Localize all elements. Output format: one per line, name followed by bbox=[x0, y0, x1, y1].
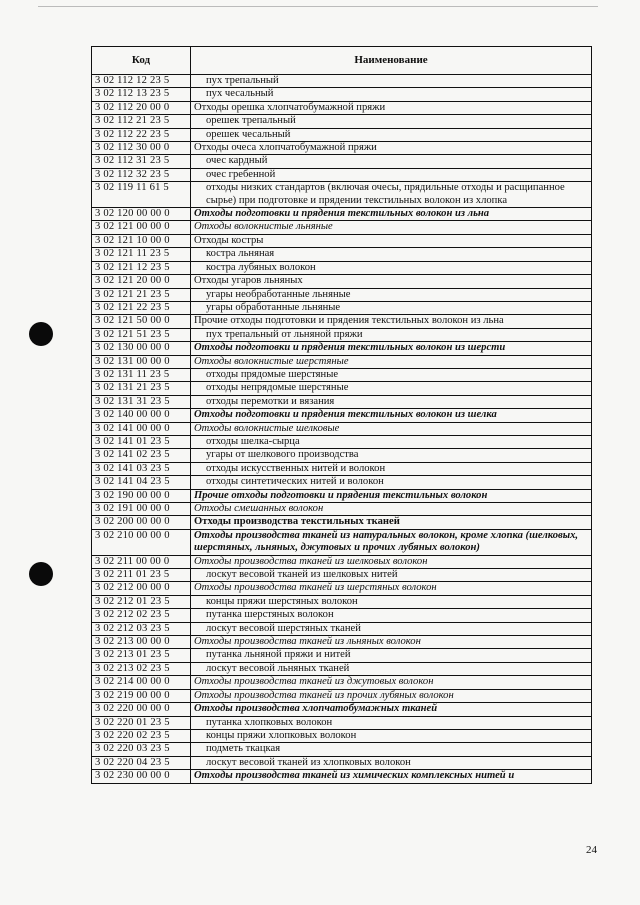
table-body bbox=[92, 75, 592, 784]
row-name-cell: костра лубяных волокон bbox=[191, 261, 592, 274]
table-row bbox=[92, 155, 592, 168]
table-row bbox=[92, 756, 592, 769]
column-header-code: Код bbox=[92, 47, 191, 75]
row-code-cell: 3 02 112 32 23 5 bbox=[92, 168, 191, 181]
row-name-cell: концы пряжи шерстяных волокон bbox=[191, 595, 592, 608]
column-header-name: Наименование bbox=[191, 47, 592, 75]
row-name-cell: отходы шелка-сырца bbox=[191, 435, 592, 448]
table-row bbox=[92, 662, 592, 675]
row-name-cell: Отходы очеса хлопчатобумажной пряжи bbox=[191, 142, 592, 155]
table-row bbox=[92, 529, 592, 555]
row-code-cell: 3 02 141 01 23 5 bbox=[92, 435, 191, 448]
row-name-cell: подметь ткацкая bbox=[191, 743, 592, 756]
row-name-cell: угары от шелкового производства bbox=[191, 449, 592, 462]
row-name-cell: орешек чесальный bbox=[191, 128, 592, 141]
row-code-cell: 3 02 220 02 23 5 bbox=[92, 729, 191, 742]
row-code-cell: 3 02 141 00 00 0 bbox=[92, 422, 191, 435]
table-row bbox=[92, 301, 592, 314]
waste-classification-table bbox=[91, 46, 592, 784]
row-code-cell: 3 02 121 50 00 0 bbox=[92, 315, 191, 328]
row-name-cell: отходы низких стандартов (включая очесы, прядильные отходы и расщипанное сырье) при подготовке и прядении текстильных волокон из хлопка bbox=[191, 182, 592, 208]
table-row bbox=[92, 182, 592, 208]
table-row bbox=[92, 636, 592, 649]
row-name-cell: лоскут весовой льняных тканей bbox=[191, 662, 592, 675]
row-code-cell: 3 02 220 03 23 5 bbox=[92, 743, 191, 756]
row-code-cell: 3 02 112 21 23 5 bbox=[92, 115, 191, 128]
row-code-cell: 3 02 220 00 00 0 bbox=[92, 703, 191, 716]
row-code-cell: 3 02 230 00 00 0 bbox=[92, 770, 191, 783]
row-code-cell: 3 02 211 01 23 5 bbox=[92, 569, 191, 582]
row-code-cell: 3 02 112 22 23 5 bbox=[92, 128, 191, 141]
row-code-cell: 3 02 212 01 23 5 bbox=[92, 595, 191, 608]
row-name-cell: пух трепальный bbox=[191, 75, 592, 88]
row-name-cell: лоскут весовой тканей из хлопковых волокон bbox=[191, 756, 592, 769]
row-code-cell: 3 02 219 00 00 0 bbox=[92, 689, 191, 702]
row-name-cell: отходы перемотки и вязания bbox=[191, 395, 592, 408]
table-row bbox=[92, 168, 592, 181]
table-row bbox=[92, 342, 592, 355]
table-row bbox=[92, 128, 592, 141]
row-code-cell: 3 02 112 12 23 5 bbox=[92, 75, 191, 88]
row-code-cell: 3 02 119 11 61 5 bbox=[92, 182, 191, 208]
row-name-cell: отходы прядомые шерстяные bbox=[191, 368, 592, 381]
row-code-cell: 3 02 121 22 23 5 bbox=[92, 301, 191, 314]
row-code-cell: 3 02 141 03 23 5 bbox=[92, 462, 191, 475]
row-name-cell: очес гребенной bbox=[191, 168, 592, 181]
row-code-cell: 3 02 140 00 00 0 bbox=[92, 409, 191, 422]
row-name-cell: отходы непрядомые шерстяные bbox=[191, 382, 592, 395]
row-name-cell: Отходы костры bbox=[191, 234, 592, 247]
table-row bbox=[92, 275, 592, 288]
row-code-cell: 3 02 121 21 23 5 bbox=[92, 288, 191, 301]
row-name-cell: очес кардный bbox=[191, 155, 592, 168]
row-name-cell: путанка льняной пряжи и нитей bbox=[191, 649, 592, 662]
row-code-cell: 3 02 121 00 00 0 bbox=[92, 221, 191, 234]
row-code-cell: 3 02 212 03 23 5 bbox=[92, 622, 191, 635]
row-code-cell: 3 02 141 04 23 5 bbox=[92, 476, 191, 489]
row-name-cell: Отходы производства тканей из химических комплексных нитей и bbox=[191, 770, 592, 783]
table-row bbox=[92, 288, 592, 301]
row-name-cell: костра льняная bbox=[191, 248, 592, 261]
row-name-cell: Отходы производства тканей из прочих лубяных волокон bbox=[191, 689, 592, 702]
binder-hole-mark bbox=[29, 322, 53, 346]
row-name-cell: лоскут весовой шерстяных тканей bbox=[191, 622, 592, 635]
row-code-cell: 3 02 214 00 00 0 bbox=[92, 676, 191, 689]
table-row bbox=[92, 101, 592, 114]
row-name-cell: Отходы подготовки и прядения текстильных волокон из шерсти bbox=[191, 342, 592, 355]
table-row bbox=[92, 716, 592, 729]
row-name-cell: Отходы производства хлопчатобумажных тканей bbox=[191, 703, 592, 716]
table-row bbox=[92, 315, 592, 328]
page-number: 24 bbox=[586, 844, 597, 856]
row-name-cell: Отходы производства тканей из шелковых волокон bbox=[191, 555, 592, 568]
row-code-cell: 3 02 220 04 23 5 bbox=[92, 756, 191, 769]
row-code-cell: 3 02 211 00 00 0 bbox=[92, 555, 191, 568]
row-code-cell: 3 02 213 01 23 5 bbox=[92, 649, 191, 662]
row-name-cell: Отходы волокнистые льняные bbox=[191, 221, 592, 234]
binder-hole-mark bbox=[29, 562, 53, 586]
row-name-cell: пух трепальный от льняной пряжи bbox=[191, 328, 592, 341]
table-row bbox=[92, 689, 592, 702]
row-name-cell: орешек трепальный bbox=[191, 115, 592, 128]
row-code-cell: 3 02 131 21 23 5 bbox=[92, 382, 191, 395]
table-row bbox=[92, 382, 592, 395]
row-name-cell: отходы синтетических нитей и волокон bbox=[191, 476, 592, 489]
row-code-cell: 3 02 131 11 23 5 bbox=[92, 368, 191, 381]
table-row bbox=[92, 395, 592, 408]
table-row bbox=[92, 555, 592, 568]
table-row bbox=[92, 516, 592, 529]
row-code-cell: 3 02 212 00 00 0 bbox=[92, 582, 191, 595]
row-code-cell: 3 02 120 00 00 0 bbox=[92, 208, 191, 221]
row-code-cell: 3 02 213 00 00 0 bbox=[92, 636, 191, 649]
table-row bbox=[92, 582, 592, 595]
table-row bbox=[92, 355, 592, 368]
row-code-cell: 3 02 220 01 23 5 bbox=[92, 716, 191, 729]
row-name-cell: пух чесальный bbox=[191, 88, 592, 101]
table-row bbox=[92, 489, 592, 502]
table-row bbox=[92, 328, 592, 341]
row-code-cell: 3 02 212 02 23 5 bbox=[92, 609, 191, 622]
table-row bbox=[92, 75, 592, 88]
table-row bbox=[92, 115, 592, 128]
row-code-cell: 3 02 112 13 23 5 bbox=[92, 88, 191, 101]
table-row bbox=[92, 449, 592, 462]
row-name-cell: Отходы производства тканей из натуральных волокон, кроме хлопка (шелковых, шерстяных, льняных, джутовых и прочих лубяных волокон) bbox=[191, 529, 592, 555]
table-row bbox=[92, 649, 592, 662]
scan-top-edge-line bbox=[38, 6, 598, 7]
row-name-cell: угары обработанные льняные bbox=[191, 301, 592, 314]
row-code-cell: 3 02 130 00 00 0 bbox=[92, 342, 191, 355]
table-row bbox=[92, 676, 592, 689]
row-name-cell: Отходы подготовки и прядения текстильных волокон из шелка bbox=[191, 409, 592, 422]
table-row bbox=[92, 248, 592, 261]
row-code-cell: 3 02 191 00 00 0 bbox=[92, 503, 191, 516]
table-row bbox=[92, 609, 592, 622]
table-row bbox=[92, 595, 592, 608]
row-name-cell: путанка хлопковых волокон bbox=[191, 716, 592, 729]
row-code-cell: 3 02 121 11 23 5 bbox=[92, 248, 191, 261]
table-row bbox=[92, 770, 592, 783]
row-name-cell: Отходы угаров льняных bbox=[191, 275, 592, 288]
row-name-cell: угары необработанные льняные bbox=[191, 288, 592, 301]
table-row bbox=[92, 142, 592, 155]
table-row bbox=[92, 622, 592, 635]
row-name-cell: концы пряжи хлопковых волокон bbox=[191, 729, 592, 742]
row-name-cell: Отходы производства тканей из джутовых волокон bbox=[191, 676, 592, 689]
row-code-cell: 3 02 121 20 00 0 bbox=[92, 275, 191, 288]
row-code-cell: 3 02 131 31 23 5 bbox=[92, 395, 191, 408]
table-header-row bbox=[92, 47, 592, 75]
table-row bbox=[92, 569, 592, 582]
table-row bbox=[92, 476, 592, 489]
table-row bbox=[92, 221, 592, 234]
row-code-cell: 3 02 121 12 23 5 bbox=[92, 261, 191, 274]
row-name-cell: Отходы смешанных волокон bbox=[191, 503, 592, 516]
table-row bbox=[92, 462, 592, 475]
table-row bbox=[92, 368, 592, 381]
table-row bbox=[92, 88, 592, 101]
table-row bbox=[92, 435, 592, 448]
row-name-cell: Отходы волокнистые шерстяные bbox=[191, 355, 592, 368]
row-name-cell: Прочие отходы подготовки и прядения текстильных волокон bbox=[191, 489, 592, 502]
row-name-cell: Отходы орешка хлопчатобумажной пряжи bbox=[191, 101, 592, 114]
table-row bbox=[92, 208, 592, 221]
table-row bbox=[92, 422, 592, 435]
row-name-cell: Отходы подготовки и прядения текстильных волокон из льна bbox=[191, 208, 592, 221]
table-row bbox=[92, 234, 592, 247]
table-row bbox=[92, 703, 592, 716]
row-code-cell: 3 02 210 00 00 0 bbox=[92, 529, 191, 555]
row-name-cell: путанка шерстяных волокон bbox=[191, 609, 592, 622]
row-code-cell: 3 02 190 00 00 0 bbox=[92, 489, 191, 502]
row-code-cell: 3 02 213 02 23 5 bbox=[92, 662, 191, 675]
row-name-cell: отходы искусственных нитей и волокон bbox=[191, 462, 592, 475]
row-name-cell: лоскут весовой тканей из шелковых нитей bbox=[191, 569, 592, 582]
row-code-cell: 3 02 112 31 23 5 bbox=[92, 155, 191, 168]
row-name-cell: Отходы производства текстильных тканей bbox=[191, 516, 592, 529]
row-code-cell: 3 02 121 10 00 0 bbox=[92, 234, 191, 247]
row-code-cell: 3 02 131 00 00 0 bbox=[92, 355, 191, 368]
row-name-cell: Отходы производства тканей из льняных волокон bbox=[191, 636, 592, 649]
row-name-cell: Отходы волокнистые шелковые bbox=[191, 422, 592, 435]
row-code-cell: 3 02 112 20 00 0 bbox=[92, 101, 191, 114]
table-row bbox=[92, 743, 592, 756]
table-row bbox=[92, 409, 592, 422]
row-code-cell: 3 02 121 51 23 5 bbox=[92, 328, 191, 341]
row-name-cell: Прочие отходы подготовки и прядения текстильных волокон из льна bbox=[191, 315, 592, 328]
table-row bbox=[92, 503, 592, 516]
row-name-cell: Отходы производства тканей из шерстяных волокон bbox=[191, 582, 592, 595]
table-row bbox=[92, 729, 592, 742]
row-code-cell: 3 02 112 30 00 0 bbox=[92, 142, 191, 155]
row-code-cell: 3 02 200 00 00 0 bbox=[92, 516, 191, 529]
row-code-cell: 3 02 141 02 23 5 bbox=[92, 449, 191, 462]
table-row bbox=[92, 261, 592, 274]
